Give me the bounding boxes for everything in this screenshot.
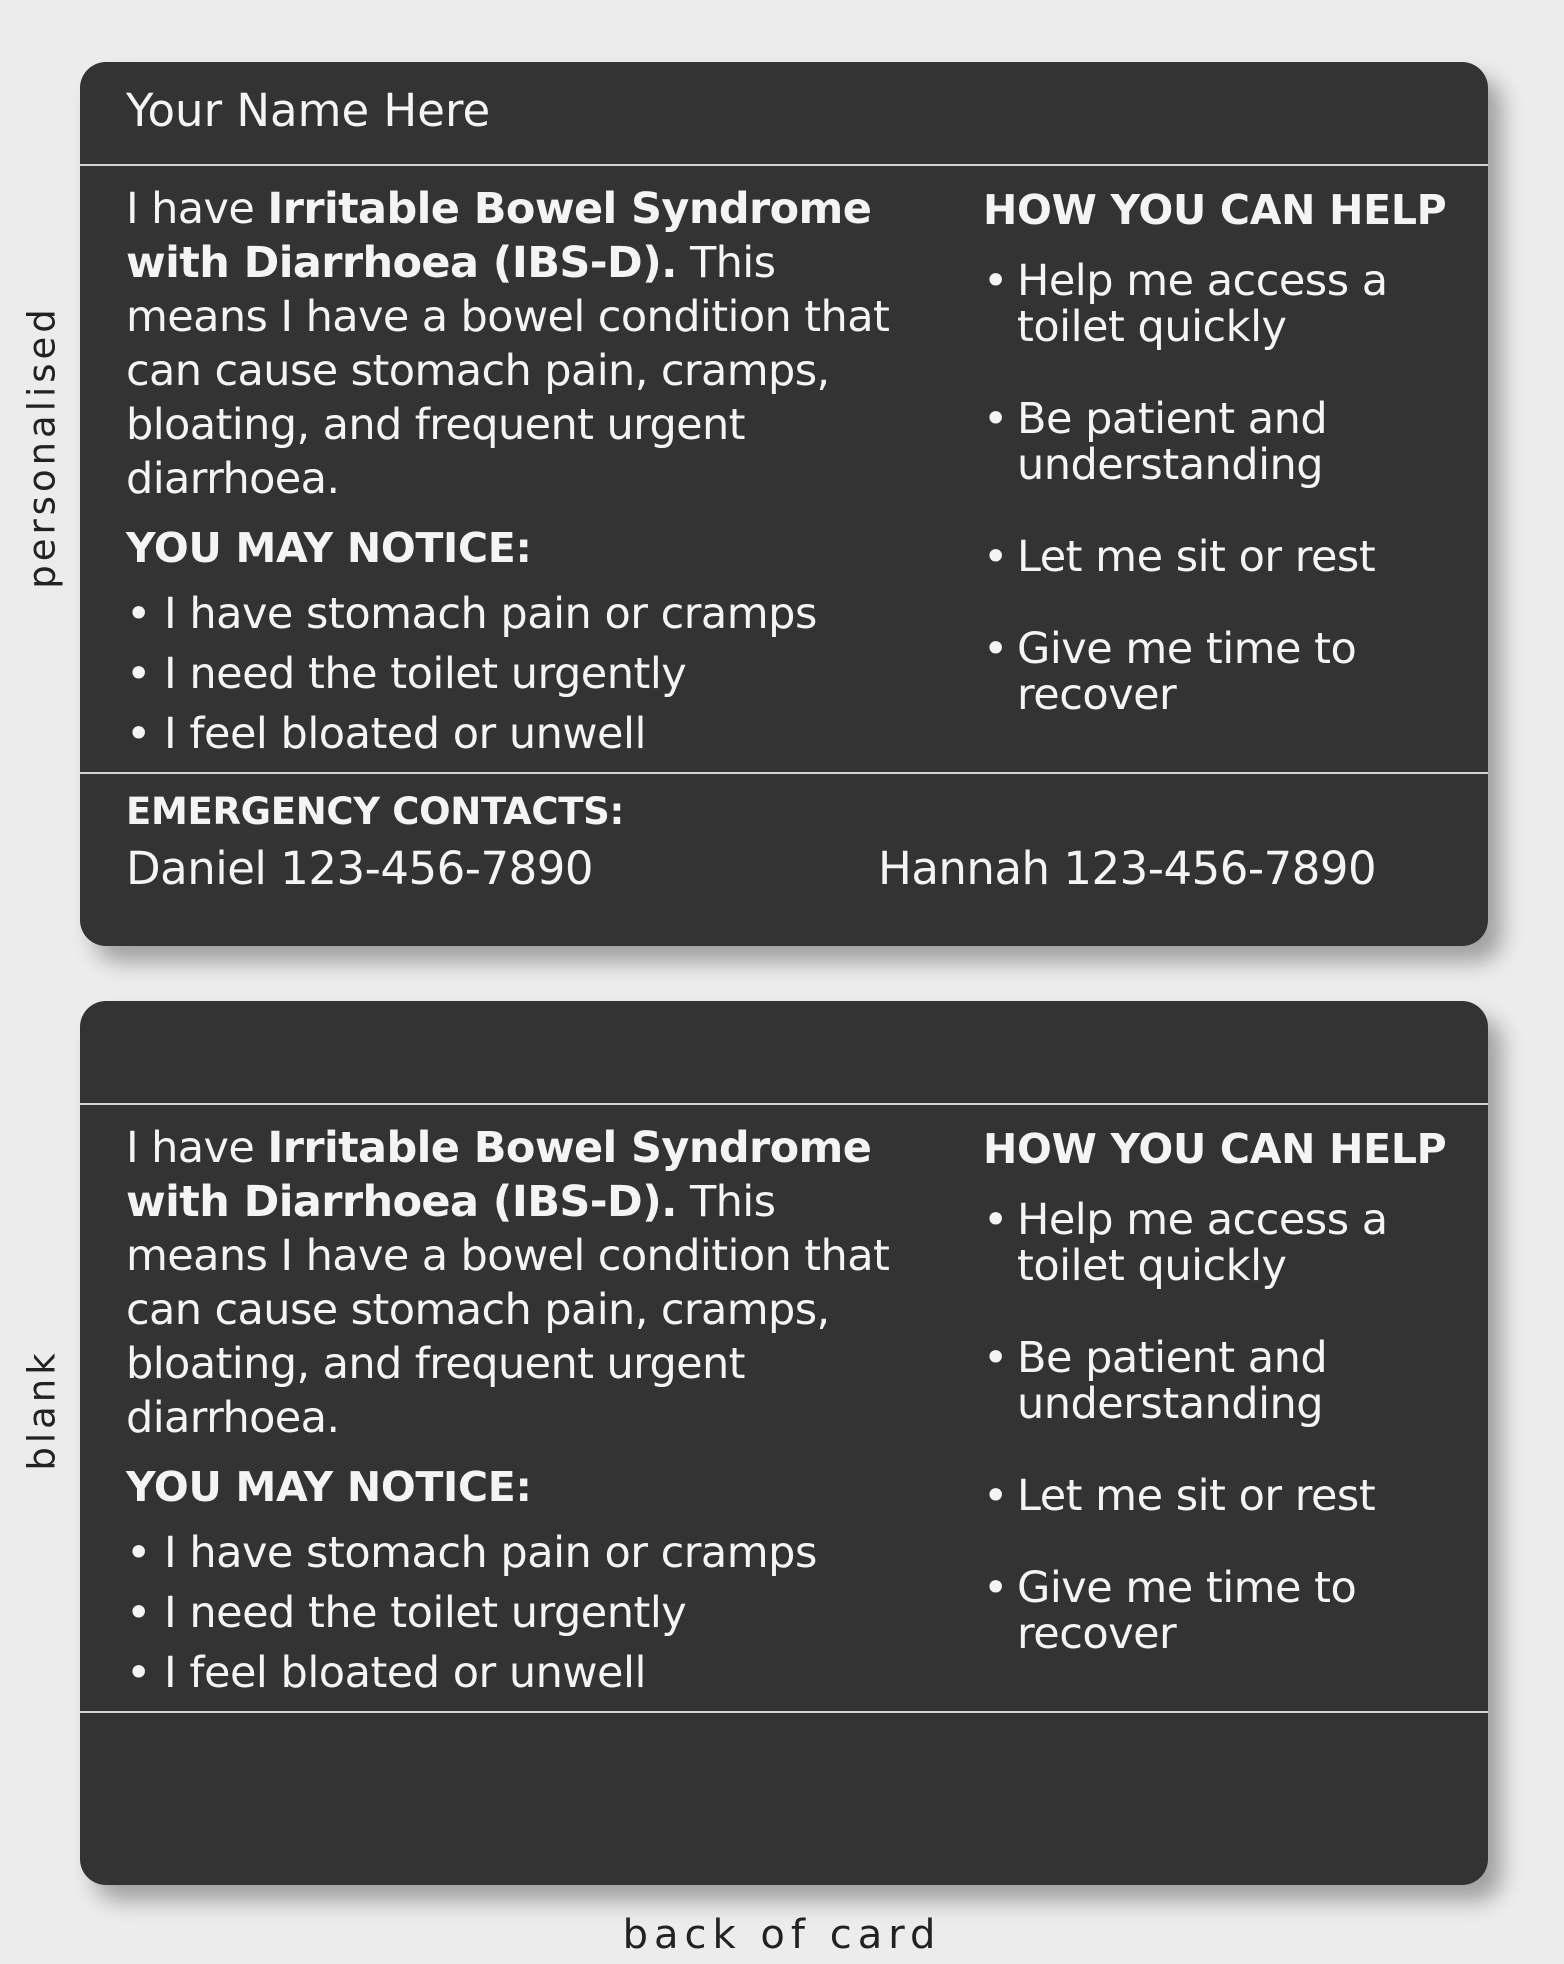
notice-item: • I need the toilet urgently xyxy=(126,649,687,699)
help-item-text: Let me sit or rest xyxy=(1017,1471,1376,1521)
emergency-contact: Daniel 123-456-7890 xyxy=(126,842,594,895)
help-item xyxy=(983,1565,1457,1657)
emergency-heading: EMERGENCY CONTACTS: xyxy=(126,790,625,833)
condition-name: Irritable Bowel Syndrome with Diarrhoea (IBS-D). xyxy=(126,184,872,288)
notice-heading: YOU MAY NOTICE: xyxy=(126,524,532,572)
bullet-icon: • xyxy=(983,256,1008,306)
notice-item: • I have stomach pain or cramps xyxy=(126,1528,817,1578)
help-item xyxy=(983,396,1457,488)
intro-prefix: I have xyxy=(126,184,268,234)
card-blank xyxy=(80,1001,1488,1885)
bullet-icon: • xyxy=(983,1563,1008,1613)
divider-top xyxy=(80,1103,1488,1105)
help-item xyxy=(983,1473,1457,1519)
help-item xyxy=(983,1197,1457,1289)
card-personalised xyxy=(80,62,1488,946)
help-item-text: Help me access a toilet quickly xyxy=(1017,1195,1388,1291)
help-item-text: Give me time to recover xyxy=(1017,1563,1357,1659)
help-list xyxy=(983,1197,1457,1703)
divider-bottom xyxy=(80,1711,1488,1713)
notice-item: • I feel bloated or unwell xyxy=(126,709,646,759)
help-item xyxy=(983,258,1457,350)
bullet-icon: • xyxy=(983,532,1008,582)
condition-description xyxy=(126,1121,906,1445)
help-item xyxy=(983,534,1457,580)
bullet-icon: • xyxy=(983,1195,1008,1245)
help-heading: HOW YOU CAN HELP xyxy=(983,186,1447,234)
notice-list xyxy=(126,1523,817,1703)
divider-bottom xyxy=(80,772,1488,774)
help-list xyxy=(983,258,1457,764)
notice-list xyxy=(126,584,817,764)
help-item-text: Let me sit or rest xyxy=(1017,532,1376,582)
intro-rest: This means I have a bowel condition that can cause stomach pain, cramps, bloating, and frequent urgent diarrhoea. xyxy=(126,1177,890,1443)
help-item-text: Give me time to recover xyxy=(1017,624,1357,720)
card-holder-name: Your Name Here xyxy=(126,84,491,137)
footer-caption: back of card xyxy=(622,1912,942,1958)
help-item xyxy=(983,1335,1457,1427)
divider-top xyxy=(80,164,1488,166)
condition-name: Irritable Bowel Syndrome with Diarrhoea (IBS-D). xyxy=(126,1123,872,1227)
notice-item: • I need the toilet urgently xyxy=(126,1588,687,1638)
notice-item: • I have stomach pain or cramps xyxy=(126,589,817,639)
side-label-blank: blank xyxy=(20,1349,64,1471)
bullet-icon: • xyxy=(983,624,1008,674)
side-label-personalised: personalised xyxy=(20,305,64,589)
notice-item: • I feel bloated or unwell xyxy=(126,1648,646,1698)
condition-description xyxy=(126,182,906,506)
bullet-icon: • xyxy=(983,394,1008,444)
notice-heading: YOU MAY NOTICE: xyxy=(126,1463,532,1511)
intro-rest: This means I have a bowel condition that can cause stomach pain, cramps, bloating, and frequent urgent diarrhoea. xyxy=(126,238,890,504)
emergency-contact: Hannah 123-456-7890 xyxy=(878,842,1377,895)
help-item xyxy=(983,626,1457,718)
intro-prefix: I have xyxy=(126,1123,268,1173)
help-item-text: Help me access a toilet quickly xyxy=(1017,256,1388,352)
bullet-icon: • xyxy=(983,1471,1008,1521)
help-item-text: Be patient and understanding xyxy=(1017,394,1328,490)
help-item-text: Be patient and understanding xyxy=(1017,1333,1328,1429)
help-heading: HOW YOU CAN HELP xyxy=(983,1125,1447,1173)
bullet-icon: • xyxy=(983,1333,1008,1383)
